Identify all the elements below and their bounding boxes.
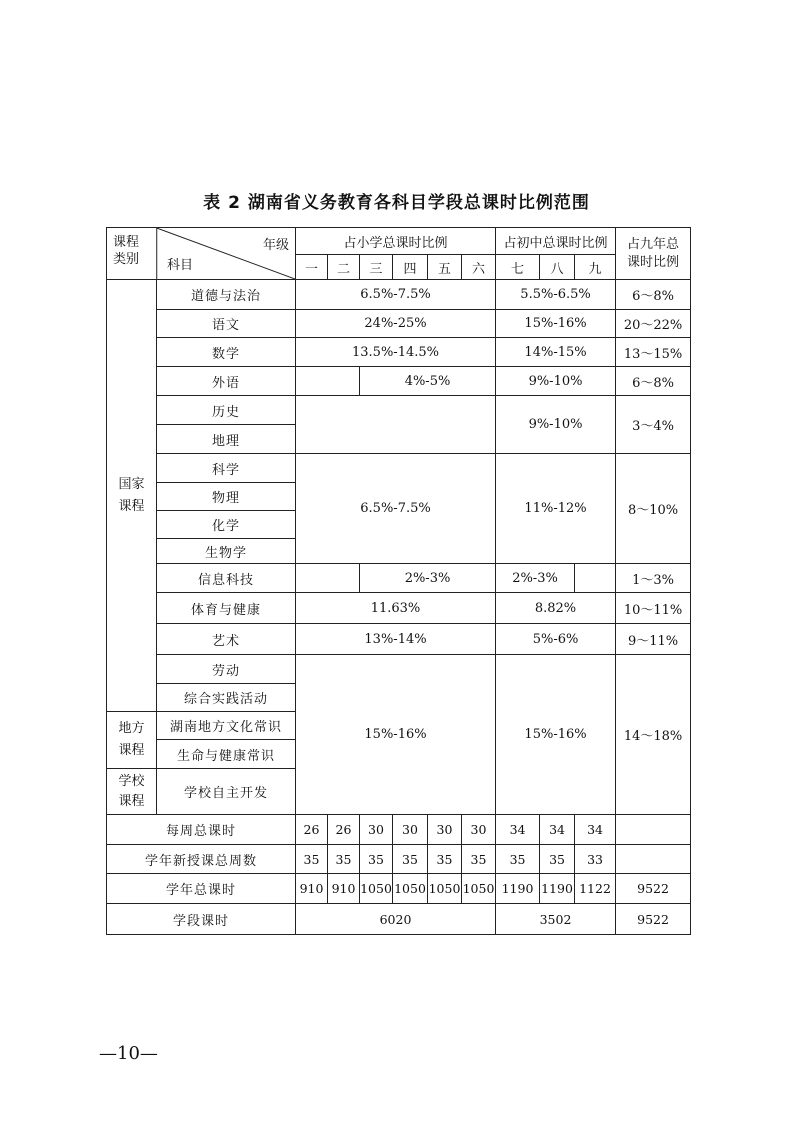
annual-hours-cell: 1050: [428, 874, 462, 904]
stage-hours-label: 学段课时: [107, 904, 296, 935]
subject-moral: 道德与法治: [157, 280, 296, 310]
weekly-hours-cell: 26: [296, 815, 328, 845]
empty-cell: [575, 564, 616, 593]
subject-physics: 物理: [157, 483, 296, 511]
subject-art: 艺术: [157, 624, 296, 655]
weeks-cell: 35: [360, 845, 393, 874]
subject-pe: 体育与健康: [157, 593, 296, 624]
annual-hours-cell: 1190: [540, 874, 575, 904]
subject-foreign: 外语: [157, 367, 296, 396]
weeks-cell: 35: [428, 845, 462, 874]
subject-life-health: 生命与健康常识: [157, 740, 296, 769]
value-cell: 6.5%-7.5%: [296, 454, 496, 564]
value-cell: 15%-16%: [296, 655, 496, 815]
subject-it: 信息科技: [157, 564, 296, 593]
category-local: 地方 课程: [107, 712, 157, 769]
subject-history: 历史: [157, 396, 296, 425]
value-cell: 13.5%-14.5%: [296, 338, 496, 367]
weekly-hours-cell: 30: [360, 815, 393, 845]
value-cell: 10～11%: [616, 593, 691, 624]
weeks-cell: 35: [296, 845, 328, 874]
value-cell: 15%-16%: [496, 655, 616, 815]
grade-cell: 二: [328, 255, 360, 280]
grade-cell: 七: [496, 255, 540, 280]
weekly-hours-cell: 34: [540, 815, 575, 845]
annual-hours-cell: 1050: [360, 874, 393, 904]
weeks-cell: 35: [393, 845, 428, 874]
grade-cell: 五: [428, 255, 462, 280]
empty-cell: [616, 815, 691, 845]
annual-hours-cell: 1050: [462, 874, 496, 904]
subject-school-dev: 学校自主开发: [157, 769, 296, 815]
stage-hours-junior: 3502: [496, 904, 616, 935]
header-diagonal-cell: [107, 228, 296, 280]
category-school: 学校 课程: [107, 769, 157, 815]
grade-cell: 三: [360, 255, 393, 280]
annual-hours-label: 学年总课时: [107, 874, 296, 904]
value-cell: 11.63%: [296, 593, 496, 624]
value-cell: 13～15%: [616, 338, 691, 367]
value-cell: 9%-10%: [496, 367, 616, 396]
value-cell: 4%-5%: [360, 367, 496, 396]
empty-cell: [296, 367, 360, 396]
weeks-cell: 35: [328, 845, 360, 874]
page-number: —10—: [99, 1043, 158, 1064]
weekly-hours-cell: 34: [496, 815, 540, 845]
subject-practice: 综合实践活动: [157, 684, 296, 712]
value-cell: 3～4%: [616, 396, 691, 454]
primary-ratio-header: 占小学总课时比例: [296, 228, 496, 255]
value-cell: 2%-3%: [496, 564, 575, 593]
weekly-hours-cell: 34: [575, 815, 616, 845]
empty-cell: [296, 396, 496, 454]
weekly-hours-cell: 30: [428, 815, 462, 845]
annual-hours-cell: 1122: [575, 874, 616, 904]
weekly-hours-cell: 30: [462, 815, 496, 845]
value-cell: 5.5%-6.5%: [496, 280, 616, 310]
annual-hours-cell: 910: [296, 874, 328, 904]
value-cell: 6～8%: [616, 280, 691, 310]
value-cell: 1～3%: [616, 564, 691, 593]
value-cell: 15%-16%: [496, 310, 616, 338]
grade-cell: 四: [393, 255, 428, 280]
grade-cell: 六: [462, 255, 496, 280]
nine-year-ratio-header: 占九年总 课时比例: [616, 228, 691, 280]
stage-hours-primary: 6020: [296, 904, 496, 935]
weeks-cell: 35: [496, 845, 540, 874]
annual-hours-cell: 1050: [393, 874, 428, 904]
table-title: 表 2 湖南省义务教育各科目学段总课时比例范围: [203, 193, 590, 213]
stage-hours-total: 9522: [616, 904, 691, 935]
weeks-cell: 33: [575, 845, 616, 874]
value-cell: 2%-3%: [360, 564, 496, 593]
value-cell: 8.82%: [496, 593, 616, 624]
value-cell: 11%-12%: [496, 454, 616, 564]
curriculum-table: [106, 227, 691, 935]
subject-chinese: 语文: [157, 310, 296, 338]
annual-hours-total: 9522: [616, 874, 691, 904]
grade-cell: 九: [575, 255, 616, 280]
value-cell: 6～8%: [616, 367, 691, 396]
empty-cell: [616, 845, 691, 874]
weeks-cell: 35: [540, 845, 575, 874]
value-cell: 14%-15%: [496, 338, 616, 367]
subject-header: 科目: [167, 258, 194, 273]
annual-hours-cell: 910: [328, 874, 360, 904]
value-cell: 13%-14%: [296, 624, 496, 655]
subject-biology: 生物学: [157, 539, 296, 564]
weekly-hours-cell: 30: [393, 815, 428, 845]
value-cell: 6.5%-7.5%: [296, 280, 496, 310]
subject-math: 数学: [157, 338, 296, 367]
weekly-hours-cell: 26: [328, 815, 360, 845]
value-cell: 9～11%: [616, 624, 691, 655]
weeks-cell: 35: [462, 845, 496, 874]
category-national: 国家 课程: [107, 280, 157, 712]
value-cell: 5%-6%: [496, 624, 616, 655]
value-cell: 20～22%: [616, 310, 691, 338]
category-header: 课程 类别: [113, 235, 140, 267]
subject-labor: 劳动: [157, 655, 296, 684]
grade-header: 年级: [262, 238, 289, 253]
weekly-hours-label: 每周总课时: [107, 815, 296, 845]
subject-chemistry: 化学: [157, 511, 296, 539]
empty-cell: [296, 564, 360, 593]
junior-ratio-header: 占初中总课时比例: [496, 228, 616, 255]
weeks-label: 学年新授课总周数: [107, 845, 296, 874]
subject-geography: 地理: [157, 425, 296, 454]
annual-hours-cell: 1190: [496, 874, 540, 904]
subject-science: 科学: [157, 454, 296, 483]
grade-cell: 一: [296, 255, 328, 280]
value-cell: 8～10%: [616, 454, 691, 564]
value-cell: 24%-25%: [296, 310, 496, 338]
value-cell: 14～18%: [616, 655, 691, 815]
grade-cell: 八: [540, 255, 575, 280]
value-cell: 9%-10%: [496, 396, 616, 454]
subject-hunan-culture: 湖南地方文化常识: [157, 712, 296, 740]
